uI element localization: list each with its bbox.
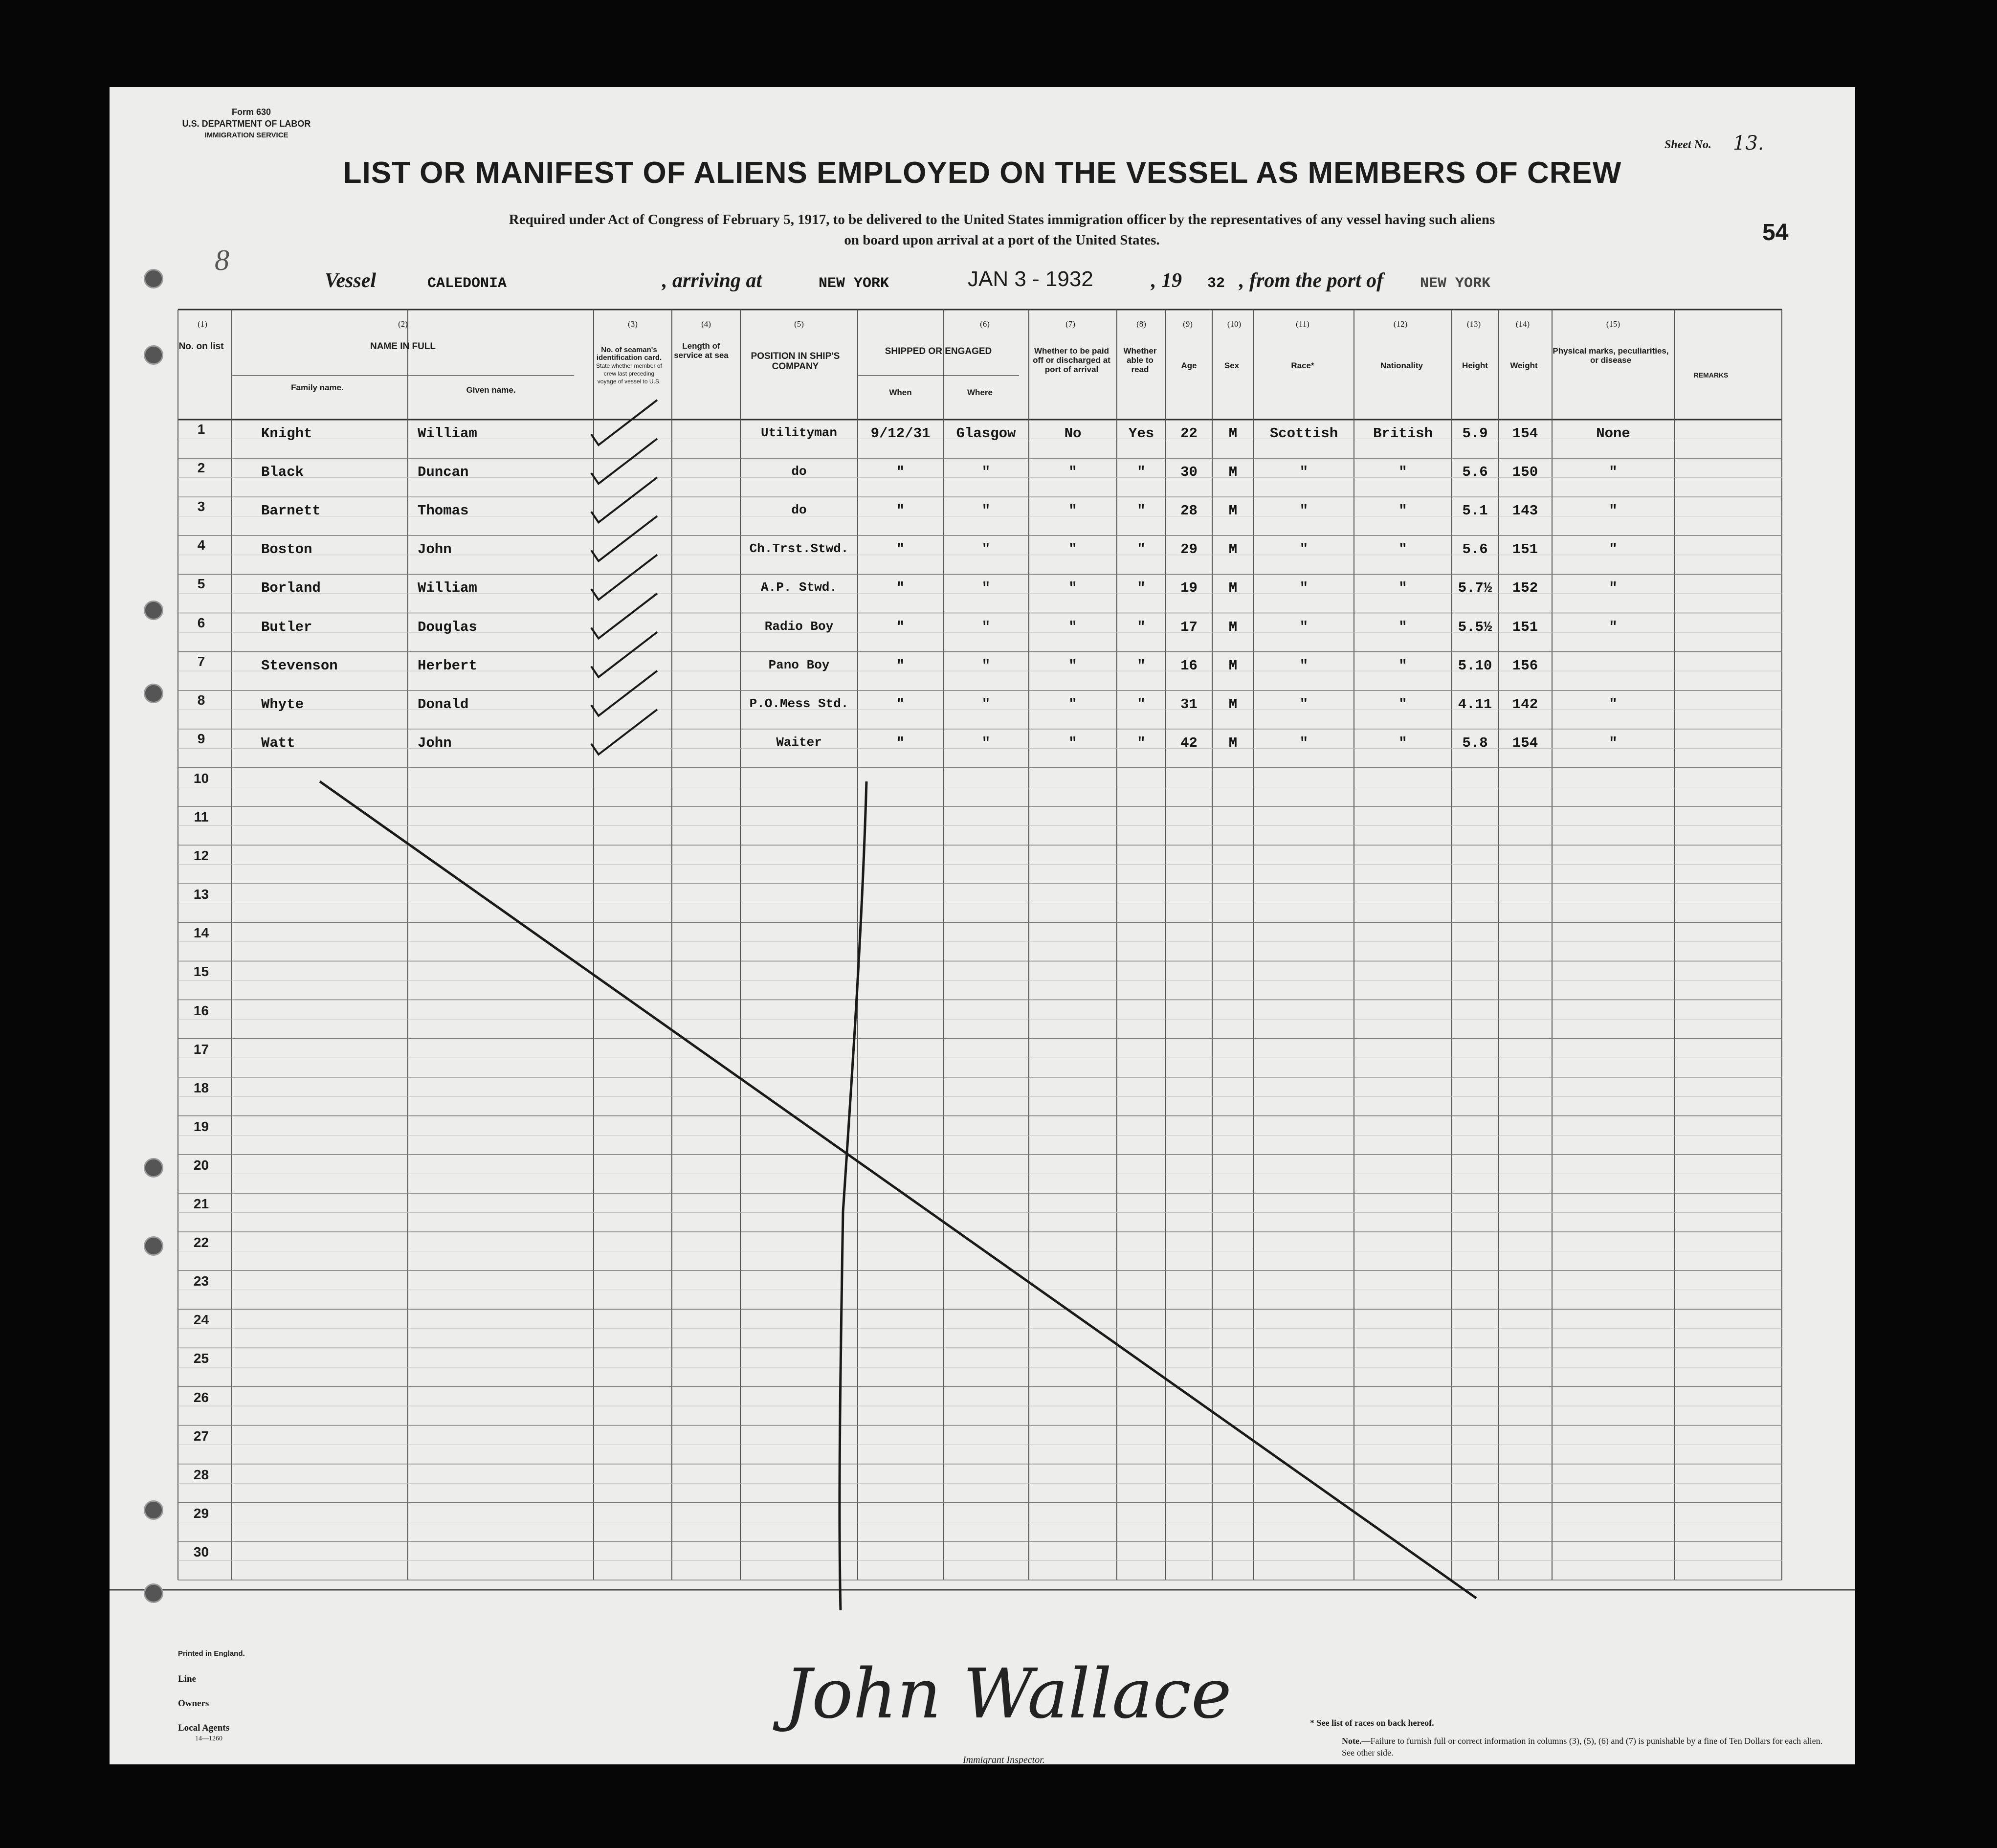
cell-family: Barnett [261, 503, 321, 519]
cell-height: 5.9 [1462, 425, 1488, 442]
cell-sex: M [1228, 425, 1238, 442]
row-number: 11 [194, 809, 209, 824]
cell-when: " [896, 541, 905, 558]
cell-physical: " [1609, 464, 1618, 481]
header-when: When [889, 388, 912, 397]
cell-age: 28 [1180, 503, 1198, 519]
cell-when: " [896, 657, 905, 674]
row-number: 23 [193, 1273, 209, 1289]
printed-note: Printed in England. [178, 1649, 245, 1658]
cell-read: " [1137, 541, 1146, 558]
cell-family: Stevenson [261, 657, 338, 674]
row-number: 10 [193, 770, 209, 786]
header-remarks: REMARKS [1693, 371, 1729, 379]
cell-read: " [1137, 464, 1146, 481]
cell-age: 16 [1180, 657, 1198, 674]
cell-physical: " [1609, 619, 1618, 635]
header-id-card-note: State whether member of crew last preceding voyage of vessel to U.S. [596, 362, 662, 385]
cell-race: " [1299, 541, 1309, 558]
row-number: 15 [193, 964, 209, 980]
cell-nationality: " [1398, 696, 1407, 712]
punch-hole [144, 1158, 163, 1178]
cell-when: " [896, 580, 905, 597]
row-number: 30 [193, 1544, 209, 1559]
cell-no: 8 [197, 692, 205, 708]
cell-age: 42 [1180, 735, 1198, 751]
cell-given: John [418, 541, 452, 558]
cell-position: Utilityman [760, 425, 838, 440]
cell-where: " [981, 503, 991, 519]
header-given-name: Given name. [466, 385, 516, 395]
form-code: 14—1260 [195, 1735, 222, 1742]
cell-when: " [896, 619, 905, 635]
cell-position: Waiter [776, 735, 822, 750]
cell-physical: " [1609, 735, 1618, 751]
cell-race: " [1299, 464, 1309, 481]
checkmark [591, 477, 657, 522]
cell-read: " [1137, 580, 1146, 597]
cell-paid: " [1068, 541, 1077, 558]
header-where: Where [967, 388, 993, 397]
row-number: 14 [193, 925, 209, 941]
from-port-label: , from the port of [1239, 269, 1384, 292]
header-length-service: Length of service at sea [674, 341, 729, 360]
form-number: Form 630 [231, 107, 271, 117]
cell-given: William [418, 425, 477, 442]
column-number: (4) [701, 319, 711, 329]
header-able-read: Whether able to read [1123, 346, 1157, 374]
cell-position: P.O.Mess Std. [749, 696, 849, 711]
service-name: IMMIGRATION SERVICE [204, 131, 288, 139]
cell-position: do [791, 464, 807, 479]
vessel-name: CALEDONIA [427, 275, 507, 292]
manifest-sheet [110, 87, 1855, 1764]
row-number: 19 [193, 1118, 209, 1134]
row-number: 13 [193, 887, 209, 902]
cell-age: 19 [1180, 580, 1198, 597]
cell-when: " [896, 696, 905, 712]
cell-race: " [1299, 580, 1309, 597]
column-number: (15) [1606, 319, 1620, 329]
cell-age: 17 [1180, 619, 1198, 635]
cell-when: " [896, 735, 905, 751]
cell-when: 9/12/31 [870, 425, 931, 442]
cell-read: " [1137, 503, 1146, 519]
cell-where: " [981, 735, 991, 751]
from-port: NEW YORK [1420, 275, 1491, 292]
cell-no: 4 [197, 537, 205, 553]
cell-given: Duncan [418, 464, 469, 481]
cell-given: Thomas [418, 503, 469, 519]
cell-paid: " [1068, 657, 1077, 674]
cell-race: Scottish [1269, 425, 1338, 442]
header-weight: Weight [1510, 361, 1538, 370]
cell-nationality: " [1398, 619, 1407, 635]
year-suffix: 32 [1207, 275, 1225, 292]
cell-no: 1 [197, 422, 205, 437]
cell-physical: " [1609, 503, 1618, 519]
header-shipped: SHIPPED OR ENGAGED [885, 346, 992, 356]
cell-where: " [981, 464, 991, 481]
cell-position: A.P. Stwd. [760, 580, 838, 595]
header-sex: Sex [1224, 361, 1240, 370]
header-no-on-list: No. on list [178, 341, 224, 352]
column-number: (13) [1466, 319, 1481, 329]
arriving-label: , arriving at [662, 269, 762, 292]
row-number: 27 [193, 1428, 209, 1444]
checkmark [591, 594, 657, 639]
department-name: U.S. DEPARTMENT OF LABOR [182, 119, 311, 129]
cell-age: 29 [1180, 541, 1198, 558]
cell-height: 5.6 [1462, 541, 1488, 558]
line-label: Line [178, 1674, 196, 1684]
cell-read: " [1137, 696, 1146, 712]
row-number: 22 [193, 1235, 209, 1250]
cell-nationality: " [1398, 735, 1407, 751]
punch-hole [144, 684, 163, 703]
cell-where: " [981, 657, 991, 674]
header-height: Height [1462, 361, 1488, 370]
cell-where: " [981, 619, 991, 635]
cell-position: Pano Boy [768, 657, 830, 672]
punch-hole [144, 1236, 163, 1256]
cell-no: 3 [197, 499, 205, 514]
row-number: 29 [193, 1505, 209, 1521]
cell-paid: " [1068, 503, 1077, 519]
row-number: 17 [193, 1041, 209, 1057]
cell-sex: M [1228, 503, 1238, 519]
punch-hole [144, 345, 163, 365]
checkmark [591, 439, 657, 484]
cell-sex: M [1228, 541, 1238, 558]
column-number: (5) [794, 319, 804, 329]
column-number: (9) [1183, 319, 1193, 329]
page-title: LIST OR MANIFEST OF ALIENS EMPLOYED ON THE VESSEL AS MEMBERS OF CREW [343, 156, 1622, 190]
row-number: 28 [193, 1467, 209, 1482]
cell-no: 5 [197, 576, 205, 592]
cell-position: do [791, 503, 807, 518]
header-family-name: Family name. [291, 383, 344, 392]
row-number: 24 [193, 1312, 209, 1328]
column-number: (2) [398, 319, 408, 329]
cell-when: " [896, 503, 905, 519]
footer-note-text: —Failure to furnish full or correct information in columns (3), (5), (6) and (7) is punishable by a fine of Ten Dollars for each alien. See other side. [1342, 1736, 1823, 1758]
header-paid-off: Whether to be paid off or discharged at port of arrival [1033, 346, 1110, 374]
sheet-number: 13. [1733, 132, 1764, 155]
cell-weight: 151 [1512, 541, 1538, 558]
cell-paid: " [1068, 619, 1077, 635]
cell-height: 5.1 [1462, 503, 1488, 519]
checkmark [591, 516, 657, 561]
cell-where: " [981, 541, 991, 558]
header-nationality: Nationality [1380, 361, 1423, 370]
cell-height: 5.8 [1462, 735, 1488, 751]
sheet-label: Sheet No. [1664, 138, 1711, 151]
column-number: (12) [1393, 319, 1408, 329]
cell-family: Boston [261, 541, 312, 558]
cell-weight: 154 [1512, 425, 1538, 442]
column-number: (8) [1136, 319, 1146, 329]
cell-sex: M [1228, 580, 1238, 597]
cell-race: " [1299, 503, 1309, 519]
cell-sex: M [1228, 696, 1238, 712]
header-id-card-title: No. of seaman's identification card. [596, 346, 662, 362]
cell-height: 5.10 [1458, 657, 1492, 674]
date-stamp: JAN 3 - 1932 [968, 267, 1093, 291]
cell-given: Douglas [418, 619, 477, 635]
cell-no: 6 [197, 615, 205, 630]
cell-nationality: " [1398, 657, 1407, 674]
cell-weight: 151 [1512, 619, 1538, 635]
cell-race: " [1299, 696, 1309, 712]
handwritten-marks [110, 87, 1855, 1764]
cell-given: William [418, 580, 477, 597]
cell-given: Herbert [418, 657, 477, 674]
cell-read: Yes [1128, 425, 1154, 442]
arriving-port: NEW YORK [819, 275, 889, 292]
cell-race: " [1299, 735, 1309, 751]
header-physical: Physical marks, peculiarities, or disease [1553, 346, 1669, 365]
cell-position: Radio Boy [764, 619, 834, 634]
cell-family: Black [261, 464, 304, 481]
cell-race: " [1299, 619, 1309, 635]
checkmark [591, 400, 657, 445]
inspector-signature: John Wallace [784, 1654, 1232, 1734]
cell-where: " [981, 580, 991, 597]
cell-nationality: " [1398, 580, 1407, 597]
punch-hole [144, 1500, 163, 1520]
cell-nationality: British [1373, 425, 1433, 442]
row-number: 12 [193, 848, 209, 864]
cell-nationality: " [1398, 464, 1407, 481]
cancellation-vertical-line [840, 781, 866, 1610]
cell-race: " [1299, 657, 1309, 674]
cell-sex: M [1228, 619, 1238, 635]
column-number: (10) [1227, 319, 1242, 329]
column-number: (6) [980, 319, 990, 329]
punch-hole [144, 1583, 163, 1603]
cell-nationality: " [1398, 541, 1407, 558]
cell-physical: " [1609, 541, 1618, 558]
column-number: (1) [198, 319, 207, 329]
cell-given: Donald [418, 696, 469, 712]
cell-paid: " [1068, 696, 1077, 712]
races-note: * See list of races on back hereof. [1310, 1718, 1434, 1728]
row-number: 21 [193, 1196, 209, 1211]
cell-age: 22 [1180, 425, 1198, 442]
cell-age: 31 [1180, 696, 1198, 712]
cell-where: Glasgow [956, 425, 1016, 442]
checkmark [591, 710, 657, 755]
cell-no: 7 [197, 653, 205, 669]
margin-mark: 8 [215, 244, 229, 276]
cell-read: " [1137, 619, 1146, 635]
cell-physical: None [1596, 425, 1630, 442]
cell-height: 5.6 [1462, 464, 1488, 481]
cell-family: Knight [261, 425, 312, 442]
column-number: (14) [1515, 319, 1530, 329]
header-race: Race* [1291, 361, 1314, 370]
cell-when: " [896, 464, 905, 481]
row-number: 18 [193, 1080, 209, 1095]
cell-family: Whyte [261, 696, 304, 712]
cell-position: Ch.Trst.Stwd. [749, 541, 849, 557]
subtitle-line-2: on board upon arrival at a port of the United States. [844, 232, 1160, 248]
cell-height: 4.11 [1458, 696, 1492, 712]
year-prefix: , 19 [1151, 269, 1182, 292]
cell-no: 9 [197, 731, 205, 746]
cell-physical: " [1609, 696, 1618, 712]
checkmark [591, 632, 657, 677]
row-number: 20 [193, 1157, 209, 1173]
row-number: 25 [193, 1351, 209, 1366]
cell-sex: M [1228, 464, 1238, 481]
cell-paid: " [1068, 464, 1077, 481]
checkmark [591, 555, 657, 600]
cell-weight: 156 [1512, 657, 1538, 674]
cell-family: Butler [261, 619, 312, 635]
row-number: 16 [193, 1002, 209, 1018]
cell-sex: M [1228, 657, 1238, 674]
cell-paid: " [1068, 580, 1077, 597]
cell-height: 5.5½ [1458, 619, 1492, 635]
header-position: POSITION IN SHIP'S COMPANY [751, 351, 840, 372]
checkmark [591, 671, 657, 716]
cell-weight: 142 [1512, 696, 1538, 712]
cell-family: Borland [261, 580, 321, 597]
page-number: 54 [1762, 220, 1789, 245]
inspector-label: Immigrant Inspector. [963, 1755, 1045, 1765]
header-age: Age [1181, 361, 1197, 370]
row-number: 26 [193, 1389, 209, 1405]
cell-height: 5.7½ [1458, 580, 1492, 597]
owners-label: Owners [178, 1698, 209, 1709]
punch-hole [144, 269, 163, 289]
cell-weight: 150 [1512, 464, 1538, 481]
column-number: (3) [628, 319, 638, 329]
punch-hole [144, 601, 163, 620]
column-number: (11) [1296, 319, 1309, 329]
cell-read: " [1137, 735, 1146, 751]
vessel-label: Vessel [325, 269, 376, 292]
cell-nationality: " [1398, 503, 1407, 519]
cell-weight: 152 [1512, 580, 1538, 597]
cell-no: 2 [197, 460, 205, 476]
header-name-in-full: NAME IN FULL [370, 341, 436, 352]
cancellation-diagonal-line [320, 781, 1476, 1598]
cell-physical: " [1609, 580, 1618, 597]
cell-weight: 154 [1512, 735, 1538, 751]
column-number: (7) [1065, 319, 1075, 329]
cell-weight: 143 [1512, 503, 1538, 519]
cell-given: John [418, 735, 452, 751]
agents-label: Local Agents [178, 1723, 230, 1733]
cell-paid: No [1064, 425, 1082, 442]
cell-paid: " [1068, 735, 1077, 751]
cell-sex: M [1228, 735, 1238, 751]
cell-age: 30 [1180, 464, 1198, 481]
footer-note-label: Note. [1342, 1736, 1362, 1746]
cell-read: " [1137, 657, 1146, 674]
cell-family: Watt [261, 735, 295, 751]
cell-where: " [981, 696, 991, 712]
footer-note [1342, 1735, 1831, 1759]
subtitle-line-1: Required under Act of Congress of February 5, 1917, to be delivered to the United States immigration officer by the representatives of any vessel having such aliens [509, 212, 1495, 227]
